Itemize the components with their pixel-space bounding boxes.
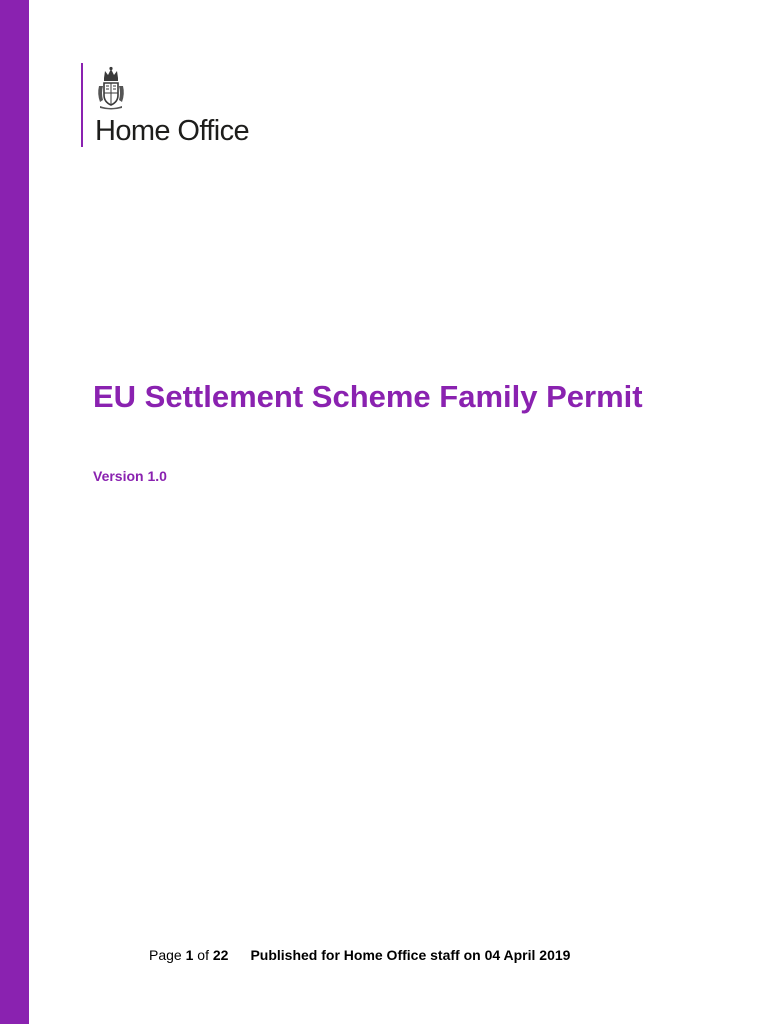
royal-crest-icon	[96, 66, 126, 110]
logo-divider	[81, 63, 83, 147]
page-total: 22	[212, 947, 229, 963]
side-color-bar	[0, 0, 29, 1024]
document-version: Version 1.0	[93, 468, 167, 484]
published-note: Published for Home Office staff on 04 April 2019	[250, 947, 571, 963]
logo-text: Home Office	[95, 115, 250, 147]
page-current: 1	[185, 947, 194, 963]
page-of: of	[197, 947, 209, 963]
page-footer	[149, 946, 570, 964]
document-title: EU Settlement Scheme Family Permit	[93, 379, 643, 414]
page-label: Page	[149, 947, 182, 963]
